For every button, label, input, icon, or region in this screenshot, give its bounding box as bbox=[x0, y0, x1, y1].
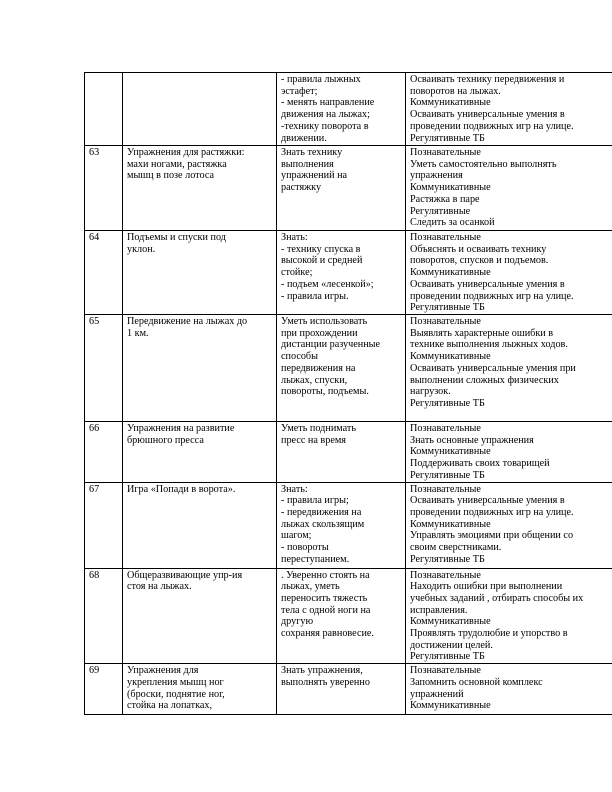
cell-text-line: эстафет; bbox=[281, 85, 318, 97]
cell-text-line: поворотов на лыжах. bbox=[410, 85, 501, 97]
cell-text-line: Коммуникативные bbox=[410, 182, 491, 194]
cell-text-line: переносить тяжесть bbox=[281, 592, 368, 604]
cell-text-line: Коммуникативные bbox=[410, 97, 491, 109]
lesson-number-cell bbox=[85, 231, 123, 315]
lesson-topic-cell bbox=[123, 568, 277, 664]
cell-text-line: - повороты bbox=[281, 542, 329, 554]
cell-text-line: Коммуникативные bbox=[410, 267, 491, 279]
learning-activities-cell bbox=[406, 482, 612, 568]
cell-text-line: Коммуникативные bbox=[410, 616, 491, 628]
knowledge-skills-cell bbox=[277, 422, 406, 483]
cell-text-line: дистанции разученные bbox=[281, 339, 381, 351]
cell-text-line: брюшного пресса bbox=[127, 434, 204, 446]
cell-text-line: Знать: bbox=[281, 232, 308, 243]
cell-text-line: Уметь самостоятельно выполнять bbox=[410, 158, 557, 170]
lesson-number-cell bbox=[85, 422, 123, 483]
cell-text-line: выполнять уверенно bbox=[281, 676, 370, 688]
cell-text-line: Выявлять характерные ошибки в bbox=[410, 327, 554, 339]
cell-text-line: Коммуникативные bbox=[410, 446, 491, 458]
knowledge-skills-cell bbox=[277, 73, 406, 146]
cell-text-line: уклон. bbox=[127, 243, 156, 255]
cell-text-line: нагрузок. bbox=[410, 386, 451, 398]
table-row bbox=[85, 146, 612, 231]
cell-text-line: Знать основные упражнения bbox=[410, 434, 534, 446]
cell-text: 69 bbox=[89, 665, 100, 677]
lesson-number-cell bbox=[85, 568, 123, 664]
cell-text-line: Познавательные bbox=[410, 423, 481, 434]
cell-text-line: Осваивать технику передвижения и bbox=[410, 74, 565, 85]
cell-text-line: Осваивать универсальные умения в bbox=[410, 495, 565, 507]
lesson-number-cell bbox=[85, 73, 123, 146]
cell-text-line: Подъемы и спуски под bbox=[127, 232, 226, 243]
cell-text-line: сохраняя равновесие. bbox=[281, 628, 374, 640]
knowledge-skills-cell bbox=[277, 664, 406, 715]
lesson-number-cell bbox=[85, 664, 123, 715]
cell-text-line: стойке; bbox=[281, 267, 313, 279]
cell-text-line: своим сверстниками. bbox=[410, 542, 502, 554]
lesson-topic-cell bbox=[123, 422, 277, 483]
cell-text-line: движении. bbox=[281, 132, 327, 144]
learning-activities-cell bbox=[406, 73, 612, 146]
cell-text-line: - технику спуска в bbox=[281, 243, 361, 255]
knowledge-skills-cell bbox=[277, 315, 406, 422]
cell-text-line: исправления. bbox=[410, 604, 468, 616]
cell-text-line: Находить ошибки при выполнении bbox=[410, 581, 563, 593]
lesson-topic-cell bbox=[123, 146, 277, 231]
lesson-topic-cell bbox=[123, 482, 277, 568]
cell-text-line: Проявлять трудолюбие и упорство в bbox=[410, 628, 568, 640]
table-row bbox=[85, 422, 612, 483]
cell-text-line: поворотов, спусков и подъемов. bbox=[410, 255, 549, 267]
cell-text-line: Регулятивные ТБ bbox=[410, 469, 485, 481]
cell-text-line: проведении подвижных игр на улице. bbox=[410, 506, 574, 518]
cell-text-line: - правила лыжных bbox=[281, 74, 361, 85]
cell-text-line: Познавательные bbox=[410, 483, 481, 495]
lesson-topic-cell bbox=[123, 73, 277, 146]
cell-text-line: Управлять эмоциями при общении со bbox=[410, 530, 574, 542]
cell-text-line: высокой и средней bbox=[281, 255, 363, 267]
knowledge-skills-cell bbox=[277, 482, 406, 568]
table-row bbox=[85, 315, 612, 422]
cell-text-line: Уметь поднимать bbox=[281, 423, 357, 434]
cell-text: 64 bbox=[89, 232, 100, 243]
cell-text-line: тела с одной ноги на bbox=[281, 604, 371, 616]
cell-text-line: упражнения bbox=[410, 170, 463, 182]
cell-text-line: Регулятивные ТБ bbox=[410, 132, 485, 144]
lesson-topic-cell bbox=[123, 315, 277, 422]
cell-text-line: Знать упражнения, bbox=[281, 665, 363, 677]
cell-text-line: мышц в позе лотоса bbox=[127, 170, 215, 182]
cell-text-line: махи ногами, растяжка bbox=[127, 158, 227, 170]
cell-text-line: способы bbox=[281, 351, 318, 363]
lesson-number-cell bbox=[85, 315, 123, 422]
cell-text-line: Передвижение на лыжах до bbox=[127, 316, 248, 327]
cell-text-line: Объяснять и осваивать технику bbox=[410, 243, 547, 255]
cell-text-line: стойка на лопатках, bbox=[127, 700, 213, 712]
knowledge-skills-cell bbox=[277, 231, 406, 315]
cell-text-line: Упражнения на развитие bbox=[127, 423, 235, 434]
cell-text-line: лыжах скользящим bbox=[281, 518, 365, 530]
cell-text-line: Коммуникативные bbox=[410, 518, 491, 530]
cell-text-line: -технику поворота в bbox=[281, 120, 369, 132]
cell-text-line: - передвижения на bbox=[281, 506, 362, 518]
table-row bbox=[85, 568, 612, 664]
cell-text-line: Игра «Попади в ворота». bbox=[127, 483, 236, 495]
cell-text-line: Знать технику bbox=[281, 147, 343, 158]
cell-text: 67 bbox=[89, 483, 100, 495]
cell-text-line: технике выполнения лыжных ходов. bbox=[410, 339, 568, 351]
cell-text: 68 bbox=[89, 569, 100, 581]
cell-text-line: выполнения bbox=[281, 158, 334, 170]
cell-text-line: Познавательные bbox=[410, 232, 481, 243]
cell-text-line: 1 км. bbox=[127, 327, 149, 339]
cell-text: 63 bbox=[89, 147, 100, 158]
lesson-number-cell bbox=[85, 146, 123, 231]
cell-text-line: шагом; bbox=[281, 530, 312, 542]
cell-text-line: Запомнить основной комплекс bbox=[410, 676, 543, 688]
cell-text-line: Коммуникативные bbox=[410, 351, 491, 363]
cell-text-line: Познавательные bbox=[410, 569, 481, 581]
cell-text-line: - правила игры; bbox=[281, 495, 349, 507]
cell-text-line: Регулятивные ТБ bbox=[410, 651, 485, 663]
cell-text-line: Регулятивные ТБ bbox=[410, 397, 485, 409]
cell-text-line: лыжах, уметь bbox=[281, 581, 340, 593]
learning-activities-cell bbox=[406, 422, 612, 483]
cell-text-line: Познавательные bbox=[410, 665, 481, 677]
cell-text-line: Регулятивные ТБ bbox=[410, 553, 485, 565]
cell-text-line: Поддерживать своих товарищей bbox=[410, 458, 550, 470]
cell-text-line: - правила игры. bbox=[281, 290, 349, 302]
cell-text-line: растяжку bbox=[281, 182, 322, 194]
cell-text-line: упражнений bbox=[410, 688, 464, 700]
lesson-topic-cell bbox=[123, 231, 277, 315]
cell-text-line: Осваивать универсальные умения в bbox=[410, 109, 565, 121]
cell-text-line: Общеразвивающие упр-ия bbox=[127, 569, 243, 581]
cell-text-line: Познавательные bbox=[410, 147, 481, 158]
table-row bbox=[85, 664, 612, 715]
table-row bbox=[85, 231, 612, 315]
cell-text-line: . Уверенно стоять на bbox=[281, 569, 370, 581]
cell-text-line: движения на лыжах; bbox=[281, 109, 370, 121]
cell-text-line: при прохождении bbox=[281, 327, 358, 339]
cell-text-line: стоя на лыжах. bbox=[127, 581, 192, 593]
table-row bbox=[85, 482, 612, 568]
cell-text-line: - подъем «лесенкой»; bbox=[281, 278, 374, 290]
cell-text-line: Растяжка в паре bbox=[410, 193, 480, 205]
learning-activities-cell bbox=[406, 568, 612, 664]
cell-text-line: выполнении сложных физических bbox=[410, 374, 559, 386]
knowledge-skills-cell bbox=[277, 568, 406, 664]
cell-text-line: Коммуникативные bbox=[410, 700, 491, 712]
cell-text-line: переступанием. bbox=[281, 553, 350, 565]
cell-text: 66 bbox=[89, 423, 100, 434]
cell-text-line: Регулятивные ТБ bbox=[410, 302, 485, 314]
cell-text-line: - менять направление bbox=[281, 97, 375, 109]
cell-text-line: другую bbox=[281, 616, 314, 628]
cell-text-line: Упражнения для растяжки: bbox=[127, 147, 245, 158]
cell-text-line: упражнений на bbox=[281, 170, 348, 182]
cell-text-line: передвижения на bbox=[281, 362, 356, 374]
cell-text-line: проведении подвижных игр на улице. bbox=[410, 290, 574, 302]
lesson-topic-cell bbox=[123, 664, 277, 715]
cell-text-line: Регулятивные bbox=[410, 205, 471, 217]
learning-activities-cell bbox=[406, 146, 612, 231]
cell-text-line: пресс на время bbox=[281, 434, 346, 446]
cell-text-line: Уметь использовать bbox=[281, 316, 368, 327]
cell-text-line: проведении подвижных игр на улице. bbox=[410, 120, 574, 132]
cell-text-line: Познавательные bbox=[410, 316, 481, 327]
cell-text-line: укрепления мышц ног bbox=[127, 676, 224, 688]
cell-text-line: достижении целей. bbox=[410, 639, 493, 651]
cell-text-line: лыжах, спуски, bbox=[281, 374, 348, 386]
cell-text-line: Упражнения для bbox=[127, 665, 199, 677]
cell-text-line: Осваивать универсальные умения в bbox=[410, 278, 565, 290]
learning-activities-cell bbox=[406, 231, 612, 315]
learning-activities-cell bbox=[406, 315, 612, 422]
learning-activities-cell bbox=[406, 664, 612, 715]
knowledge-skills-cell bbox=[277, 146, 406, 231]
cell-text-line: (броски, поднятие ног, bbox=[127, 688, 225, 700]
cell-text-line: Знать: bbox=[281, 483, 308, 495]
cell-text-line: учебных заданий , отбирать способы их bbox=[410, 592, 584, 604]
cell-text: 65 bbox=[89, 316, 100, 327]
table-row bbox=[85, 73, 612, 146]
cell-text-line: Осваивать универсальные умения при bbox=[410, 362, 576, 374]
lesson-plan-body bbox=[85, 73, 612, 715]
cell-text-line: Следить за осанкой bbox=[410, 217, 495, 229]
cell-text-line: повороты, подъемы. bbox=[281, 386, 369, 398]
lesson-number-cell bbox=[85, 482, 123, 568]
lesson-plan-table bbox=[84, 72, 612, 715]
